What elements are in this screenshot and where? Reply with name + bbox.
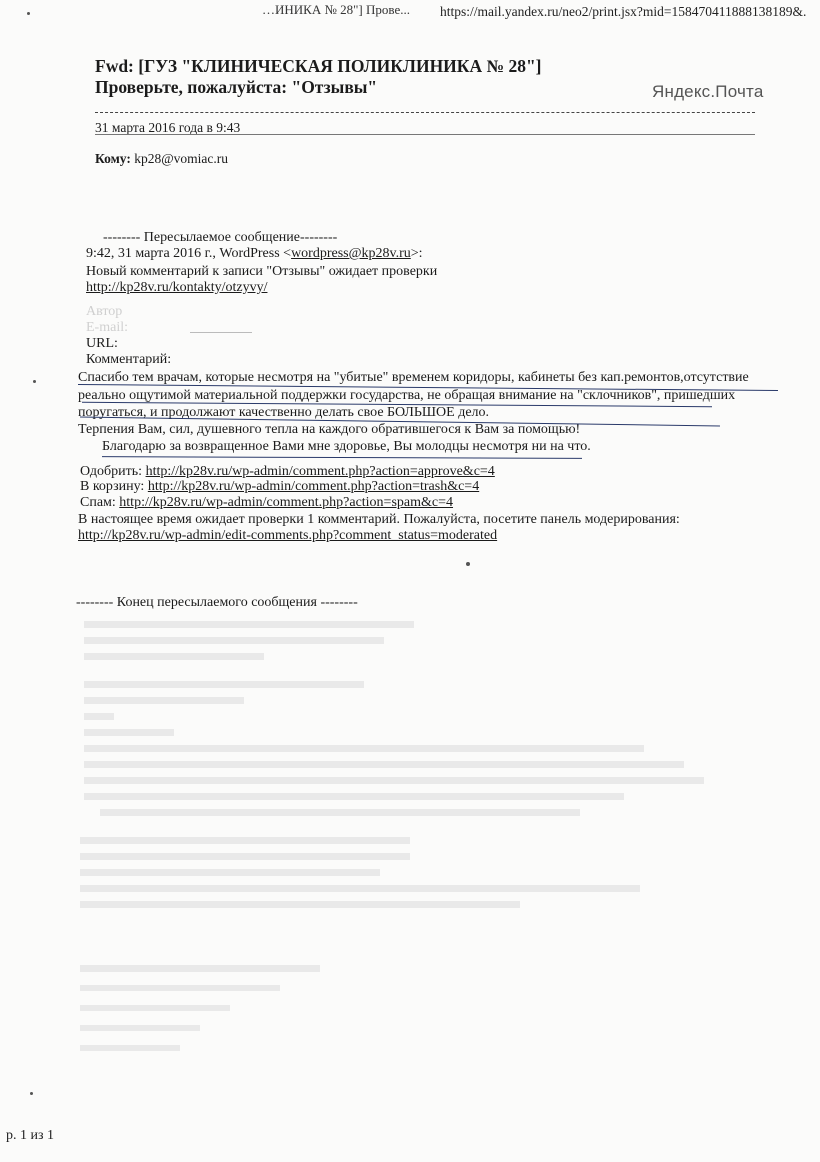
forwarded-sender [86,246,423,262]
scan-speck [33,380,36,383]
forwarded-start: -------- Пересылаемое сообщение-------- [103,230,338,245]
comment-line: реально ощутимой материальной поддержки государства, не обращая внимание на "склочников", пришедших [78,388,736,403]
bleed-through-area [80,615,740,1085]
header-divider [95,112,755,113]
spam-link[interactable]: http://kp28v.ru/wp-admin/comment.php?action=spam&c=4 [119,495,454,510]
pending-text: В настоящее время ожидает проверки 1 комментарий. Пожалуйста, посетите панель модерирования: [78,512,680,527]
scan-speck [27,12,30,15]
comment-line: Благодарю за возвращенное Вами мне здоровье, Вы молодцы несмотря ни на что. [102,439,591,454]
print-header-url: https://mail.yandex.ru/neo2/print.jsx?mid=158470411888138189&. [440,4,807,19]
trash-row [80,479,479,495]
spam-label: Спам: [80,495,116,510]
comment-label: Комментарий: [86,352,172,367]
comment-line: Спасибо тем врачам, которые несмотря на "убитые" временем коридоры, кабинеты без кап.ремонтов,отсутствие [78,370,749,385]
approve-row [80,464,495,480]
pen-underline [102,456,582,459]
moderation-notice: Новый комментарий к записи "Отзывы" ожидает проверки [86,264,438,279]
date-divider [95,134,755,135]
sender-prefix: 9:42, 31 марта 2016 г., WordPress < [86,246,292,261]
spam-row [80,495,453,511]
trash-link[interactable]: http://kp28v.ru/wp-admin/comment.php?action=trash&c=4 [147,479,480,494]
recipient-label: Кому: [95,151,131,166]
scan-speck [30,1092,33,1095]
moderate-link[interactable]: http://kp28v.ru/wp-admin/edit-comments.php?comment_status=moderated [78,528,498,543]
scan-speck [466,562,470,566]
forwarded-end: -------- Конец пересылаемого сообщения -------- [76,595,358,610]
bleed-through-texture [80,615,740,1085]
redaction-line [190,332,252,333]
post-link[interactable]: http://kp28v.ru/kontakty/otzyvy/ [86,280,268,295]
comment-line: Терпения Вам, сил, душевного тепла на каждого обратившегося к Вам за помощью! [78,422,581,437]
email-subject: Fwd: [ГУЗ "КЛИНИЧЕСКАЯ ПОЛИКЛИНИКА № 28"] Проверьте, пожалуйста: "Отзывы" [95,56,542,97]
print-header-title: …ИНИКА № 28"] Прове... [262,2,410,17]
sender-email-link[interactable]: wordpress@kp28v.ru [291,246,411,261]
email-recipient [95,151,228,167]
yandex-mail-logo: Яндекс.Почта [652,82,764,101]
comment-line: поругаться, и продолжают качественно делать свое БОЛЬШОЕ дело. [78,405,490,420]
approve-link[interactable]: http://kp28v.ru/wp-admin/comment.php?action=approve&c=4 [145,464,495,479]
email-date: 31 марта 2016 года в 9:43 [95,120,241,135]
sender-suffix: >: [410,246,423,261]
url-label: URL: [86,336,118,351]
approve-label: Одобрить: [80,464,143,479]
author-label: Автор [86,304,123,319]
email-label: E-mail: [86,320,128,335]
recipient-address: kp28@vomiac.ru [134,151,229,166]
trash-label: В корзину: [80,479,145,494]
page-counter: р. 1 из 1 [6,1128,55,1143]
